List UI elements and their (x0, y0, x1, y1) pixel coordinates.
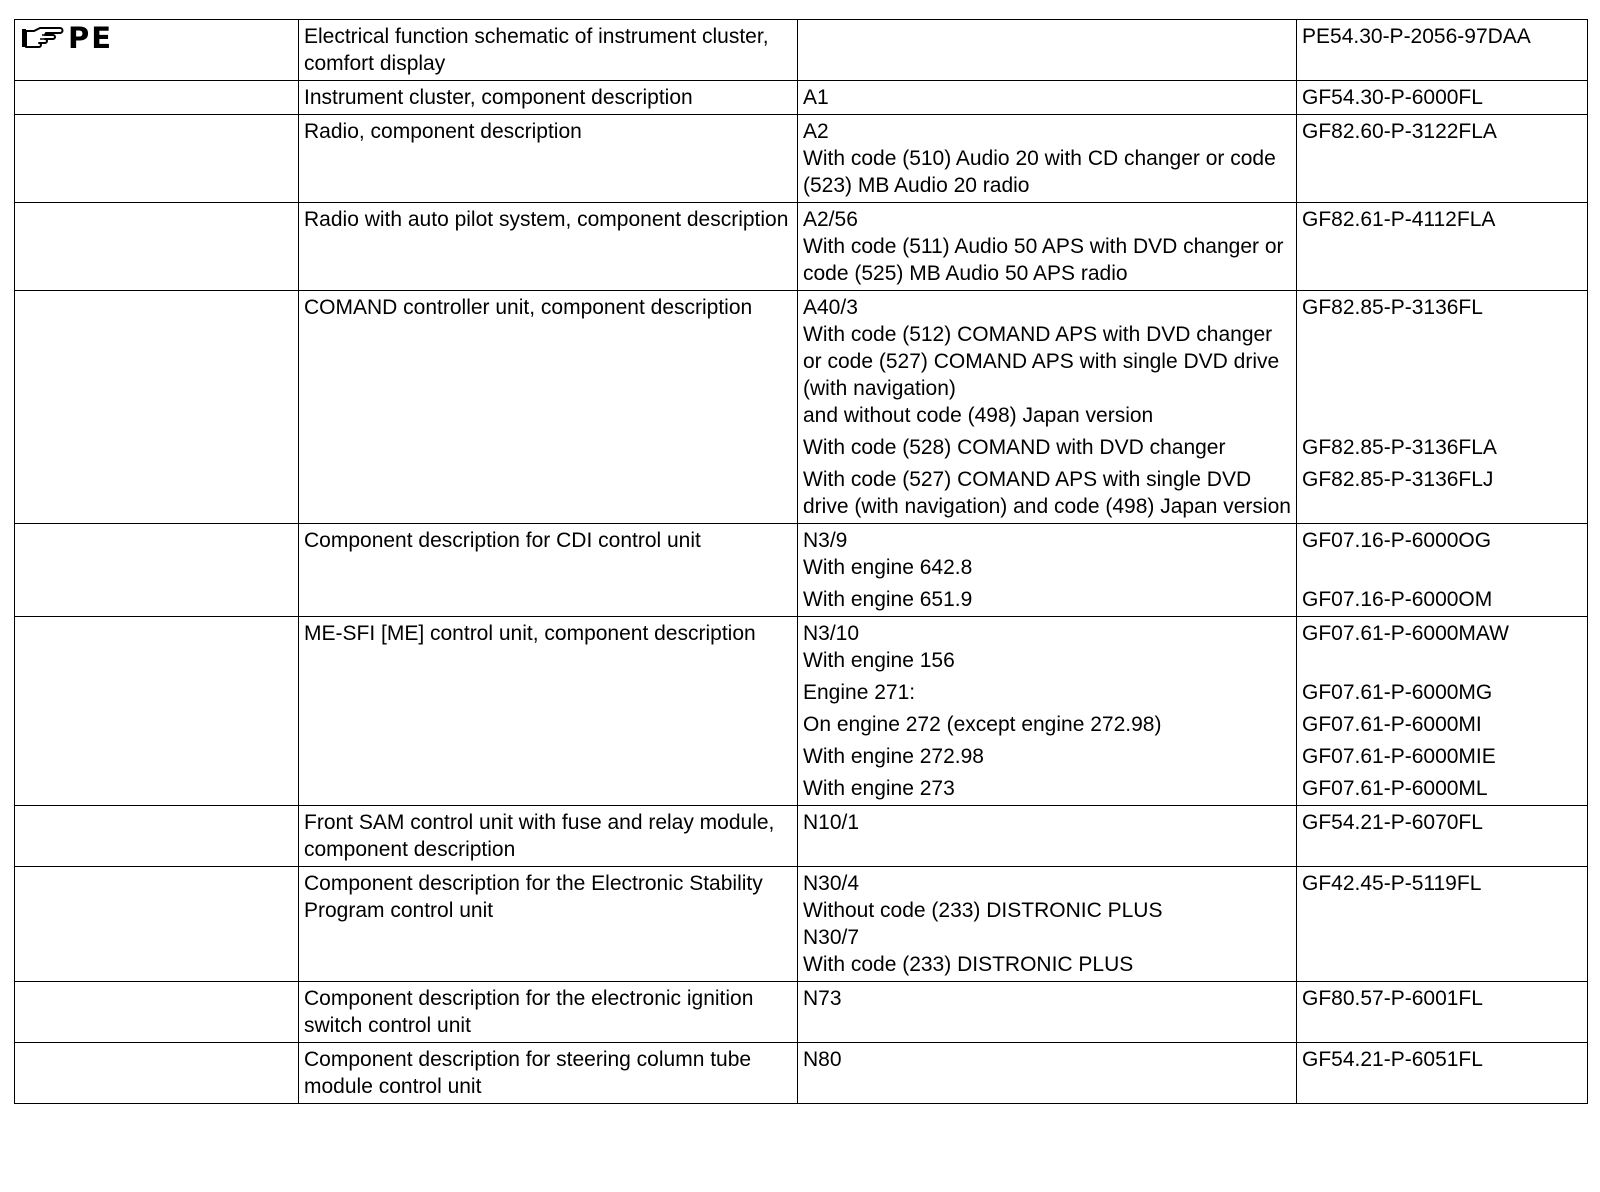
description-cell (299, 617, 798, 806)
component-description: COMAND controller unit, component description (304, 296, 753, 319)
table-row (15, 867, 1588, 982)
pe-label: PE (68, 21, 114, 55)
document-cell (1297, 203, 1588, 291)
document-number: GF07.61-P-6000MG (1302, 681, 1493, 704)
document-title-cell (299, 20, 798, 81)
document-number: GF82.85-P-3136FLJ (1302, 468, 1494, 491)
document-number: GF82.85-P-3136FLA (1302, 436, 1497, 459)
header-document-cell (1297, 20, 1588, 81)
document-number: GF07.16-P-6000OM (1302, 588, 1493, 611)
component-description: ME-SFI [ME] control unit, component description (304, 622, 756, 645)
condition-text: With engine 651.9 (803, 588, 973, 611)
marker-cell-empty (15, 203, 299, 291)
description-cell (299, 982, 798, 1043)
code-cell (798, 81, 1297, 115)
marker-cell-empty (15, 81, 299, 115)
condition-text: Engine 271: (803, 681, 916, 704)
document-number: GF07.16-P-6000OG (1302, 529, 1492, 552)
code-cell (798, 806, 1297, 867)
table-row (15, 1043, 1588, 1104)
marker-cell-empty (15, 115, 299, 203)
table-row (15, 203, 1588, 291)
table-row (15, 291, 1588, 524)
component-description: Component description for steering column tube module control unit (304, 1048, 752, 1098)
condition-text: N73 (803, 987, 842, 1010)
document-cell (1297, 867, 1588, 982)
document-number: GF54.21-P-6070FL (1302, 811, 1483, 834)
header-code-cell (798, 20, 1297, 81)
document-number: GF07.61-P-6000MIE (1302, 745, 1496, 768)
table-row (15, 524, 1588, 617)
table-row (15, 115, 1588, 203)
description-cell (299, 291, 798, 524)
code-cell (798, 524, 1297, 617)
description-cell (299, 806, 798, 867)
description-cell (299, 867, 798, 982)
code-cell (798, 291, 1297, 524)
table-row (15, 81, 1588, 115)
table-body (15, 20, 1588, 1104)
document-number: GF54.30-P-6000FL (1302, 86, 1483, 109)
table-row (15, 806, 1588, 867)
component-description: Component description for the electronic ignition switch control unit (304, 987, 754, 1037)
condition-text: With code (527) COMAND APS with single DVD drive (with navigation) and code (498) Japan version (803, 468, 1291, 518)
condition-text: On engine 272 (except engine 272.98) (803, 713, 1162, 736)
description-cell (299, 81, 798, 115)
document-number: GF82.60-P-3122FLA (1302, 120, 1497, 143)
description-cell (299, 115, 798, 203)
document-number: GF80.57-P-6001FL (1302, 987, 1483, 1010)
condition-text: N3/9 With engine 642.8 (803, 529, 973, 579)
document-number: GF07.61-P-6000MAW (1302, 622, 1509, 645)
condition-text: N30/4 Without code (233) DISTRONIC PLUS N30/7 With code (233) DISTRONIC PLUS (803, 872, 1163, 976)
condition-text: N3/10 With engine 156 (803, 622, 955, 672)
header-code (798, 20, 1296, 26)
condition-text: A2 With code (510) Audio 20 with CD changer or code (523) MB Audio 20 radio (803, 120, 1276, 197)
condition-text: A40/3 With code (512) COMAND APS with DVD changer or code (527) COMAND APS with single DVD drive (with navigation) and without code (498) Japan version (803, 296, 1280, 427)
code-cell (798, 982, 1297, 1043)
condition-text: A1 (803, 86, 829, 109)
document-cell (1297, 115, 1588, 203)
marker-cell (15, 20, 299, 81)
pointing-hand-icon (20, 25, 64, 51)
condition-text: With code (528) COMAND with DVD changer (803, 436, 1226, 459)
code-cell (798, 617, 1297, 806)
description-cell (299, 203, 798, 291)
document-number: GF82.61-P-4112FLA (1302, 208, 1496, 231)
condition-text: With engine 273 (803, 777, 955, 800)
table-row (15, 617, 1588, 806)
document-title: Electrical function schematic of instrument cluster, comfort display (304, 25, 769, 75)
document-reference-table (14, 19, 1588, 1104)
document-cell (1297, 291, 1588, 524)
marker-cell-empty (15, 982, 299, 1043)
description-cell (299, 1043, 798, 1104)
condition-text: With engine 272.98 (803, 745, 984, 768)
description-cell (299, 524, 798, 617)
marker-cell-empty (15, 291, 299, 524)
document-number: GF42.45-P-5119FL (1302, 872, 1482, 895)
marker-cell-empty (15, 1043, 299, 1104)
document-number: GF07.61-P-6000MI (1302, 713, 1482, 736)
document-cell (1297, 982, 1588, 1043)
header-row (15, 20, 1588, 81)
code-cell (798, 867, 1297, 982)
document-number: GF82.85-P-3136FL (1302, 296, 1483, 319)
pe-marker (15, 20, 298, 56)
marker-cell-empty (15, 867, 299, 982)
code-cell (798, 115, 1297, 203)
code-cell (798, 1043, 1297, 1104)
marker-cell-empty (15, 806, 299, 867)
component-description: Radio, component description (304, 120, 582, 143)
document-cell (1297, 81, 1588, 115)
document-cell (1297, 617, 1588, 806)
document-cell (1297, 524, 1588, 617)
component-description: Instrument cluster, component description (304, 86, 693, 109)
condition-text: N10/1 (803, 811, 860, 834)
component-description: Component description for CDI control unit (304, 529, 701, 552)
marker-cell-empty (15, 524, 299, 617)
document-number: GF07.61-P-6000ML (1302, 777, 1488, 800)
component-description: Component description for the Electronic Stability Program control unit (304, 872, 763, 922)
component-description: Front SAM control unit with fuse and relay module, component description (304, 811, 775, 861)
component-description: Radio with auto pilot system, component description (304, 208, 789, 231)
document-cell (1297, 1043, 1588, 1104)
marker-cell-empty (15, 617, 299, 806)
document-number: GF54.21-P-6051FL (1302, 1048, 1483, 1071)
document-cell (1297, 806, 1588, 867)
table-row (15, 982, 1588, 1043)
condition-text: A2/56 With code (511) Audio 50 APS with DVD changer or code (525) MB Audio 50 APS radio (803, 208, 1284, 285)
code-cell (798, 203, 1297, 291)
condition-text: N80 (803, 1048, 842, 1071)
header-document-number: PE54.30-P-2056-97DAA (1302, 25, 1531, 48)
